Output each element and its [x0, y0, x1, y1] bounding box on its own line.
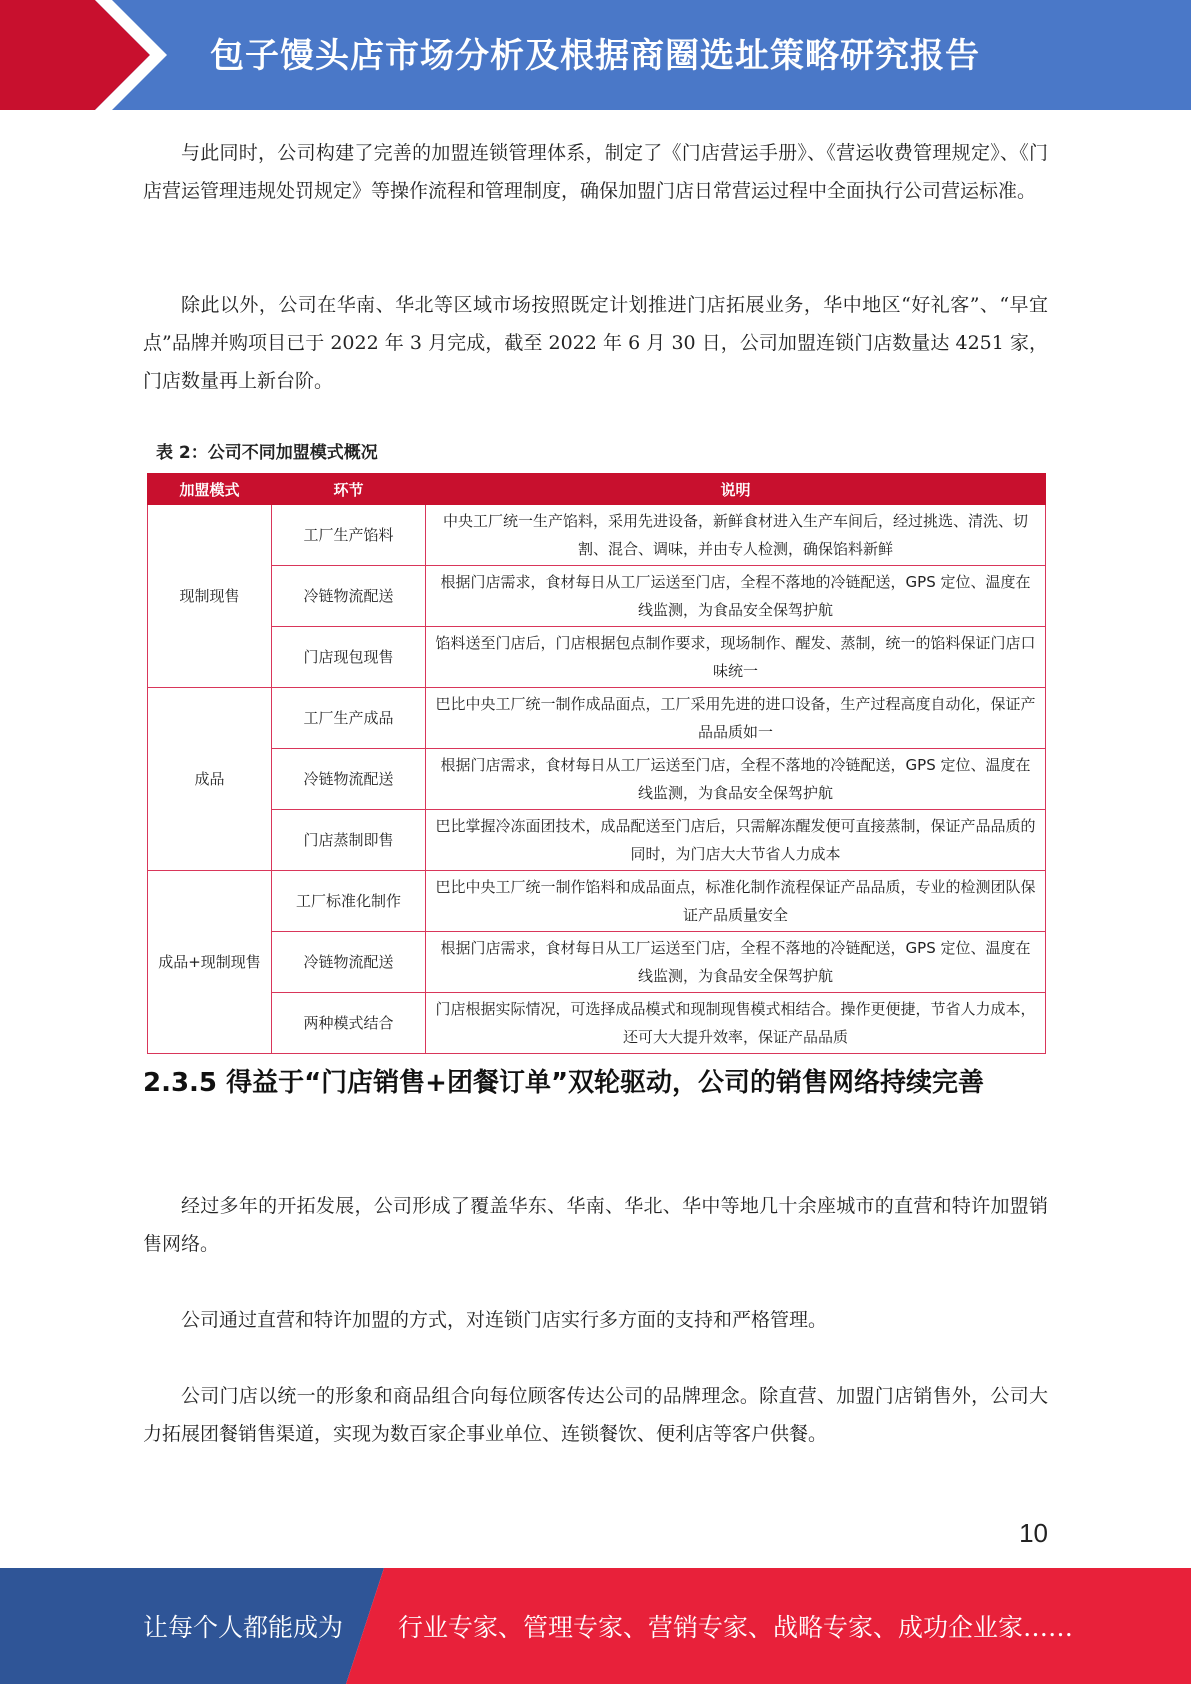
- stage-cell: 门店蒸制即售: [272, 810, 426, 871]
- description-cell: 门店根据实际情况，可选择成品模式和现制现售模式相结合。操作更便捷，节省人力成本，还可大大提升效率，保证产品品质: [426, 993, 1046, 1054]
- stage-cell: 冷链物流配送: [272, 566, 426, 627]
- table-row: [148, 932, 1046, 993]
- description-cell: 馅料送至门店后，门店根据包点制作要求，现场制作、醒发、蒸制，统一的馅料保证门店口味统一: [426, 627, 1046, 688]
- report-title: 包子馒头店市场分析及根据商圈选址策略研究报告: [210, 36, 980, 76]
- footer-slogan-left: 让每个人都能成为: [143, 1613, 344, 1642]
- table-header-row: [148, 474, 1046, 505]
- table-row: [148, 505, 1046, 566]
- section-heading: 2.3.5 得益于“门店销售+团餐订单”双轮驱动，公司的销售网络持续完善: [143, 1068, 985, 1098]
- page-header: [0, 0, 1191, 110]
- mode-cell: 成品+现制现售: [148, 871, 272, 1054]
- stage-cell: 门店现包现售: [272, 627, 426, 688]
- mode-cell: 现制现售: [148, 505, 272, 688]
- table-caption: 表 2：公司不同加盟模式概况: [156, 443, 378, 463]
- description-cell: 巴比掌握冷冻面团技术，成品配送至门店后，只需解冻醒发便可直接蒸制，保证产品品质的同时，为门店大大节省人力成本: [426, 810, 1046, 871]
- franchise-mode-table: [147, 473, 1046, 1054]
- footer-slogan-right: 行业专家、管理专家、营销专家、战略专家、成功企业家……: [398, 1613, 1074, 1642]
- description-cell: 根据门店需求，食材每日从工厂运送至门店，全程不落地的冷链配送，GPS 定位、温度在线监测，为食品安全保驾护航: [426, 932, 1046, 993]
- description-cell: 根据门店需求，食材每日从工厂运送至门店，全程不落地的冷链配送，GPS 定位、温度在线监测，为食品安全保驾护航: [426, 749, 1046, 810]
- header-stage: 环节: [272, 474, 426, 505]
- paragraph-management-system: 与此同时，公司构建了完善的加盟连锁管理体系，制定了《门店营运手册》、《营运收费管理规定》、《门店营运管理违规处罚规定》等操作流程和管理制度，确保加盟门店日常营运过程中全面执行公司营运标准。: [143, 142, 1048, 202]
- paragraph-direct-franchise: 公司通过直营和特许加盟的方式，对连锁门店实行多方面的支持和严格管理。: [181, 1309, 828, 1331]
- table-row: [148, 627, 1046, 688]
- stage-cell: 工厂生产成品: [272, 688, 426, 749]
- header-mode: 加盟模式: [148, 474, 272, 505]
- table-row: [148, 688, 1046, 749]
- paragraph-sales-network: 经过多年的开拓发展，公司形成了覆盖华东、华南、华北、华中等地几十余座城市的直营和特许加盟销售网络。: [143, 1195, 1048, 1255]
- table-row: [148, 810, 1046, 871]
- stage-cell: 冷链物流配送: [272, 749, 426, 810]
- table-row: [148, 749, 1046, 810]
- description-cell: 中央工厂统一生产馅料，采用先进设备，新鲜食材进入生产车间后，经过挑选、清洗、切割、混合、调味，并由专人检测，确保馅料新鲜: [426, 505, 1046, 566]
- mode-cell: 成品: [148, 688, 272, 871]
- description-cell: 根据门店需求，食材每日从工厂运送至门店，全程不落地的冷链配送，GPS 定位、温度在线监测，为食品安全保驾护航: [426, 566, 1046, 627]
- stage-cell: 冷链物流配送: [272, 932, 426, 993]
- header-description: 说明: [426, 474, 1046, 505]
- stage-cell: 工厂生产馅料: [272, 505, 426, 566]
- stage-cell: 两种模式结合: [272, 993, 426, 1054]
- table-row: [148, 566, 1046, 627]
- description-cell: 巴比中央工厂统一制作馅料和成品面点，标准化制作流程保证产品品质，专业的检测团队保证产品质量安全: [426, 871, 1046, 932]
- paragraph-expansion: 除此以外，公司在华南、华北等区域市场按照既定计划推进门店拓展业务，华中地区“好礼客”、“早宜点”品牌并购项目已于 2022 年 3 月完成，截至 2022 年 6 月 30 日，公司加盟连锁门店数量达 4251 家，门店数量再上新台阶。: [143, 294, 1048, 392]
- page-number: 10: [1019, 1518, 1048, 1548]
- page-footer: [0, 1568, 1191, 1684]
- table-row: [148, 871, 1046, 932]
- table-row: [148, 993, 1046, 1054]
- stage-cell: 工厂标准化制作: [272, 871, 426, 932]
- paragraph-group-meal: 公司门店以统一的形象和商品组合向每位顾客传达公司的品牌理念。除直营、加盟门店销售外，公司大力拓展团餐销售渠道，实现为数百家企事业单位、连锁餐饮、便利店等客户供餐。: [143, 1385, 1048, 1445]
- description-cell: 巴比中央工厂统一制作成品面点，工厂采用先进的进口设备，生产过程高度自动化，保证产品品质如一: [426, 688, 1046, 749]
